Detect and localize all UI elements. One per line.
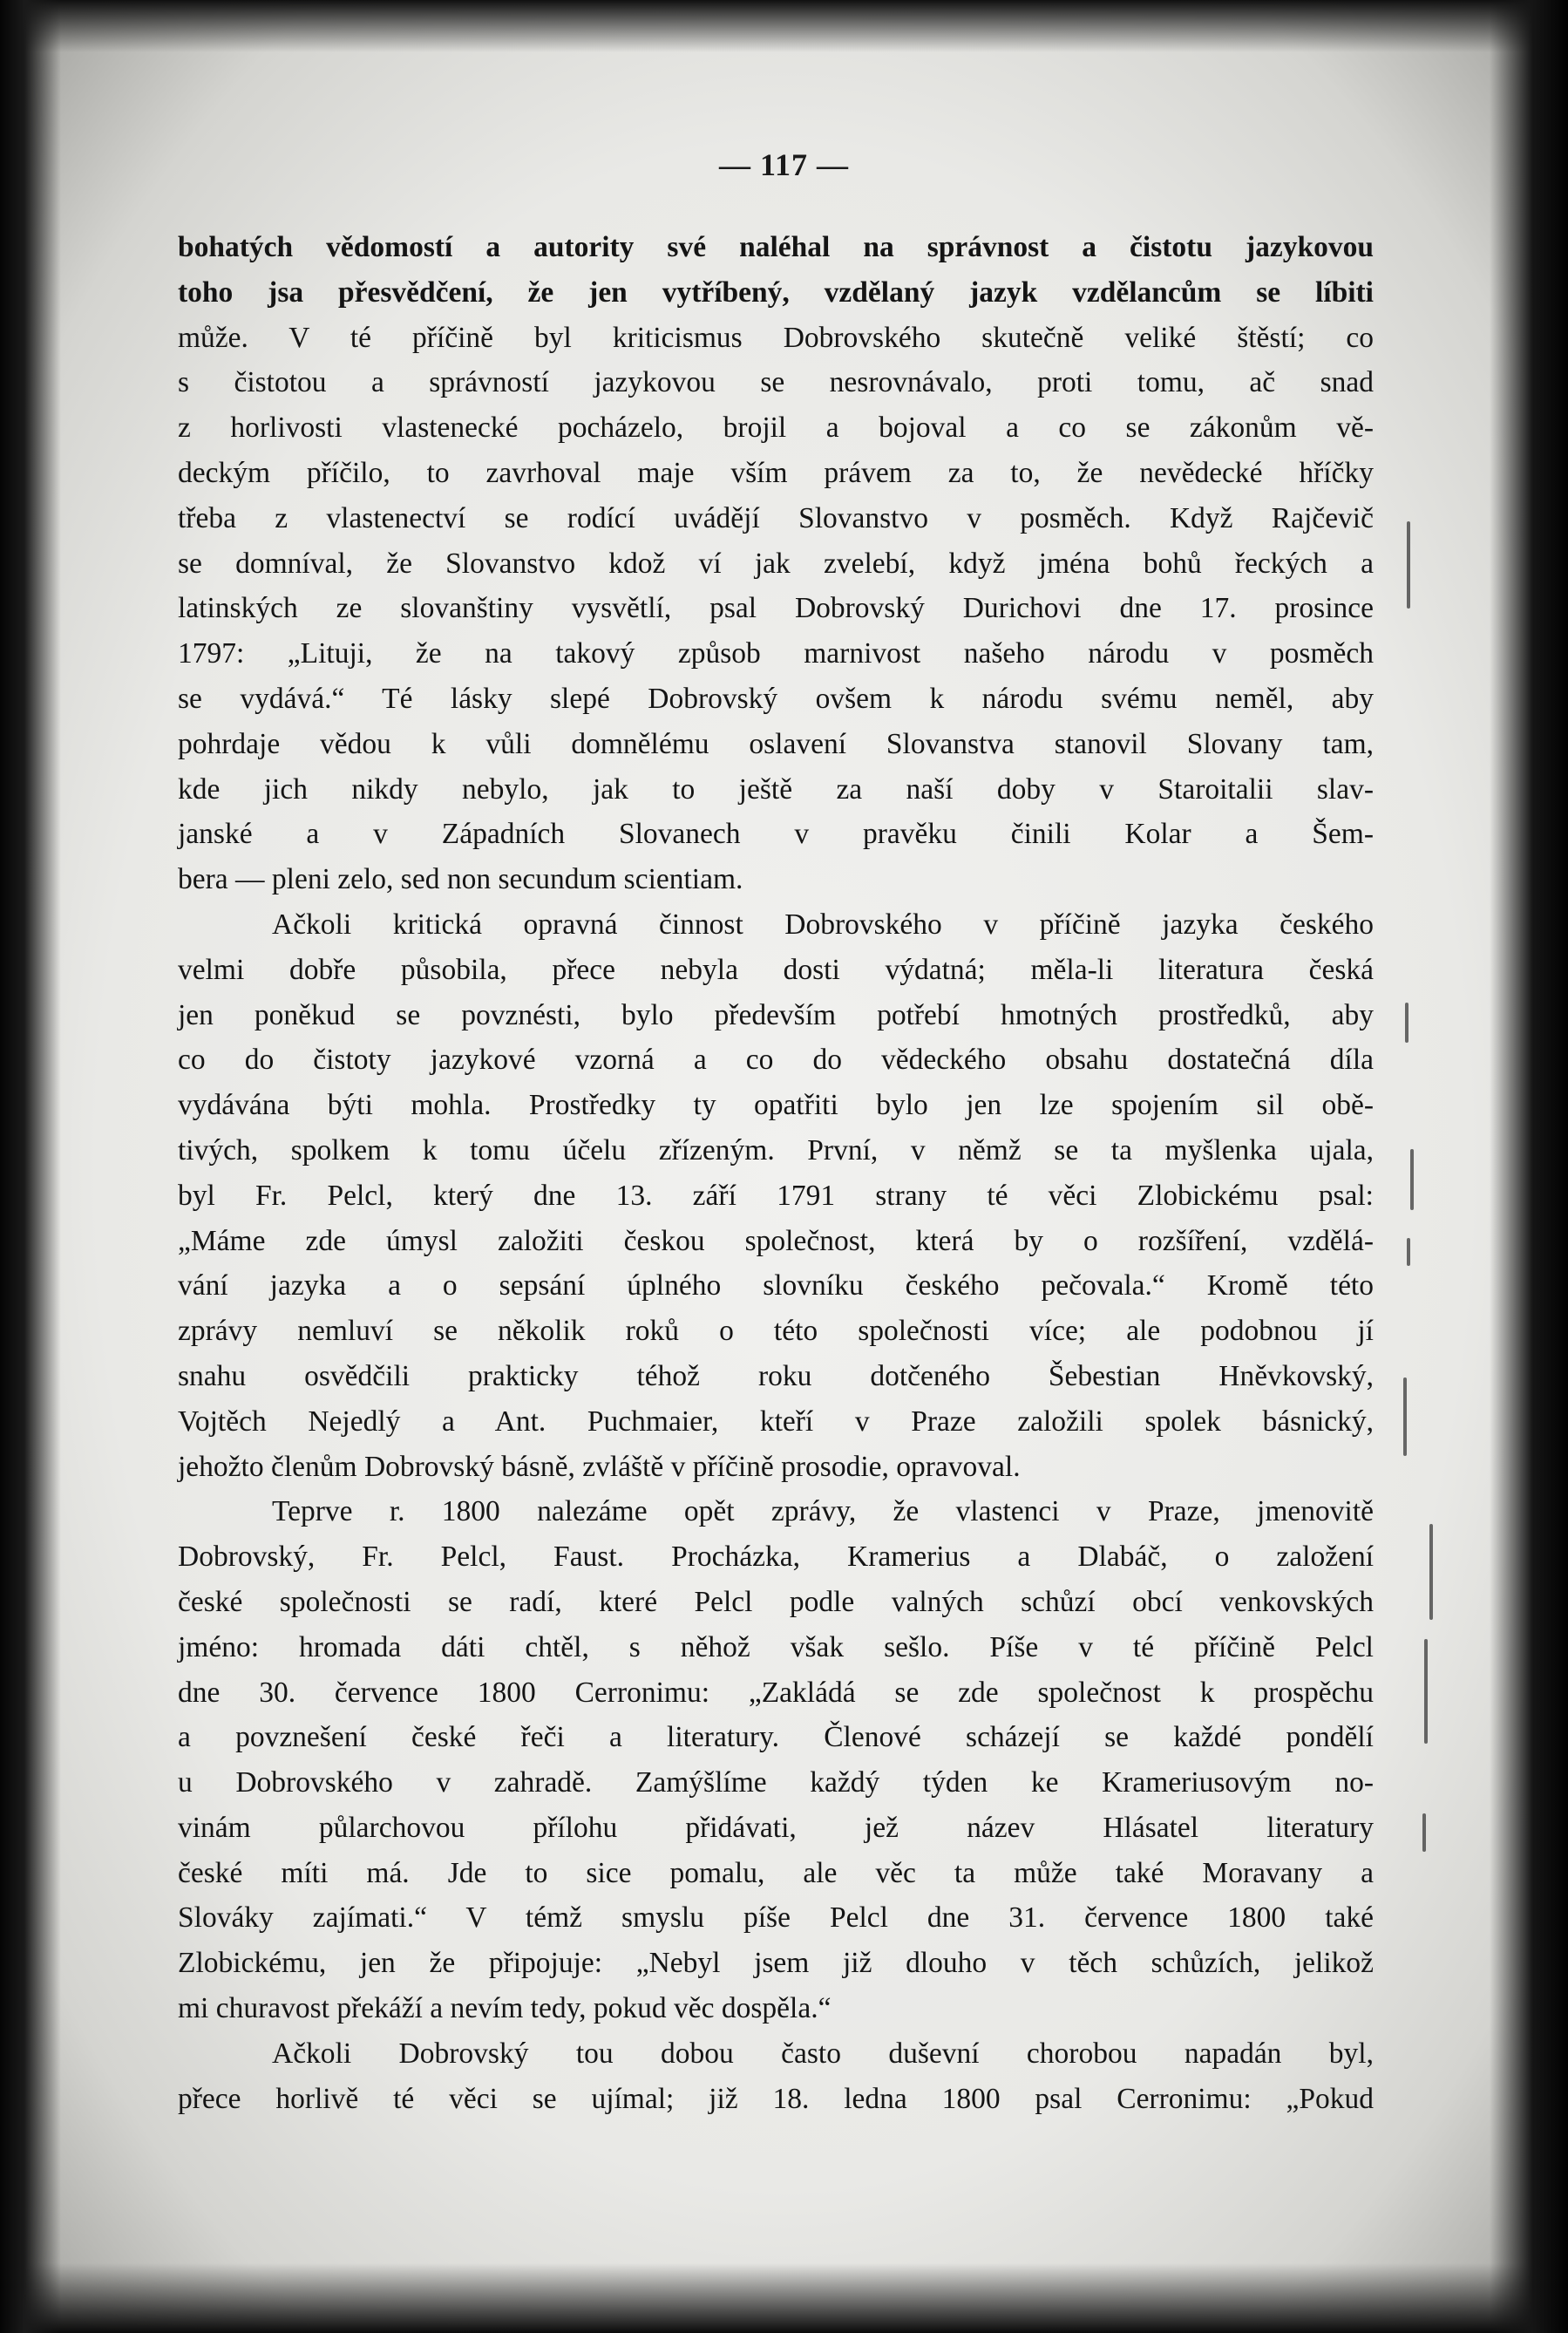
text-line: pohrdaje vědou k vůli domnělému oslavení Slovanstva stanovil Slovany tam,	[178, 727, 1374, 760]
text-line: Slováky zajímati.“ V témž smyslu píše Pelcl dne 31. července 1800 také	[178, 1901, 1374, 1935]
text-line: jehožto členům Dobrovský básně, zvláště v příčině prosodie, opravoval.	[178, 1450, 1021, 1483]
page-number: — 117 —	[718, 147, 849, 182]
scan-shadow-right	[1490, 0, 1568, 2333]
text-line: velmi dobře působila, přece nebyla dosti výdatná; měla-li literatura česká	[178, 953, 1374, 986]
scan-shadow-bottom	[0, 2263, 1568, 2333]
text-line: tivých, spolkem k tomu účelu zřízeným. První, v němž se ta myšlenka ujala,	[178, 1133, 1374, 1166]
paragraph-4	[178, 2031, 1374, 2122]
text-line: deckým příčilo, to zavrhoval maje vším právem za to, že nevědecké hříčky	[178, 456, 1374, 489]
margin-mark	[1422, 1813, 1426, 1852]
body-text	[178, 225, 1374, 2121]
text-line: co do čistoty jazykové vzorná a co do vědeckého obsahu dostatečná díla	[178, 1044, 1374, 1077]
text-line: zprávy nemluví se několik roků o této společnosti více; ale podobnou jí	[178, 1315, 1374, 1348]
text-line: Dobrovský, Fr. Pelcl, Faust. Procházka, Kramerius a Dlabáč, o založení	[178, 1541, 1374, 1574]
text-line: jméno: hromada dáti chtěl, s něhož však sešlo. Píše v té příčině Pelcl	[178, 1630, 1374, 1663]
text-line: z horlivosti vlastenecké pocházelo, brojil a bojoval a co se zákonům vě-	[178, 412, 1374, 445]
text-line: mi churavost překáží a nevím tedy, pokud věc dospěla.“	[178, 1992, 832, 2025]
margin-mark	[1405, 1003, 1408, 1043]
paragraph-3	[178, 1489, 1374, 2031]
text-line: 1797: „Lituji, že na takový způsob marnivost našeho národu v posměch	[178, 637, 1374, 670]
text-line: Zlobickému, jen že připojuje: „Nebyl jsem již dlouho v těch schůzích, jelikož	[178, 1947, 1374, 1980]
text-line: dne 30. července 1800 Cerronimu: „Zakládá se zde společnost k prospěchu	[178, 1676, 1374, 1709]
text-line: bera — pleni zelo, sed non secundum scientiam.	[178, 863, 743, 896]
text-line: vání jazyka a o sepsání úplného slovníku českého pečovala.“ Kromě této	[178, 1269, 1374, 1303]
text-line: Ačkoli kritická opravná činnost Dobrovského v příčině jazyka českého	[272, 908, 1374, 941]
text-line: janské a v Západních Slovanech v pravěku činili Kolar a Šem-	[178, 818, 1374, 851]
text-line: může. V té příčině byl kriticismus Dobrovského skutečně veliké štěstí; co	[178, 321, 1374, 354]
text-line: snahu osvědčili prakticky téhož roku dotčeného Šebestian Hněvkovský,	[178, 1359, 1374, 1392]
text-line: byl Fr. Pelcl, který dne 13. září 1791 strany té věci Zlobickému psal:	[178, 1179, 1374, 1212]
scan-shadow-left	[0, 0, 61, 2333]
paragraph-2	[178, 902, 1374, 1489]
paragraph-1	[178, 225, 1374, 902]
text-line: bohatých vědomostí a autority své naléhal na správnost a čistotu jazykovou	[178, 231, 1374, 263]
text-line: třeba z vlastenectví se rodící uvádějí Slovanstvo v posměch. Když Rajčevič	[178, 501, 1374, 534]
margin-mark	[1429, 1524, 1433, 1620]
text-line: Teprve r. 1800 nalezáme opět zprávy, že vlastenci v Praze, jmenovitě	[272, 1495, 1374, 1528]
text-line: se domníval, že Slovanstvo kdož ví jak zvelebí, když jména bohů řeckých a	[178, 547, 1374, 580]
margin-mark	[1410, 1149, 1414, 1210]
text-line: Vojtěch Nejedlý a Ant. Puchmaier, kteří v Praze založili spolek básnický,	[178, 1405, 1374, 1438]
text-line: české společnosti se radí, které Pelcl podle valných schůzí obcí venkovských	[178, 1585, 1374, 1618]
text-line: přece horlivě té věci se ujímal; již 18. ledna 1800 psal Cerronimu: „Pokud	[178, 2082, 1374, 2115]
text-line: české míti má. Jde to sice pomalu, ale věc ta může také Moravany a	[178, 1856, 1374, 1889]
text-line: latinských ze slovanštiny vysvětlí, psal Dobrovský Durichovi dne 17. prosince	[178, 592, 1374, 625]
text-line: vydávána býti mohla. Prostředky ty opatřiti bylo jen lze spojením sil obě-	[178, 1089, 1374, 1122]
margin-mark	[1403, 1377, 1407, 1456]
scan-shadow-top	[0, 0, 1568, 52]
text-line: vinám půlarchovou přílohu přidávati, jež název Hlásatel literatury	[178, 1811, 1374, 1844]
text-line: se vydává.“ Té lásky slepé Dobrovský ovšem k národu svému neměl, aby	[178, 682, 1374, 715]
text-line: a povznešení české řeči a literatury. Členové scházejí se každé pondělí	[178, 1721, 1374, 1754]
margin-mark	[1407, 1238, 1410, 1266]
text-line: Ačkoli Dobrovský tou dobou často duševní chorobou napadán byl,	[272, 2037, 1374, 2070]
text-line: u Dobrovského v zahradě. Zamýšlíme každý týden ke Krameriusovým no-	[178, 1766, 1374, 1799]
text-line: s čistotou a správností jazykovou se nesrovnávalo, proti tomu, ač snad	[178, 366, 1374, 399]
text-line: toho jsa přesvědčení, že jen vytříbený, vzdělaný jazyk vzdělancům se líbiti	[178, 275, 1374, 309]
text-line: kde jich nikdy nebylo, jak to ještě za naší doby v Staroitalii slav-	[178, 772, 1374, 806]
margin-mark	[1424, 1639, 1428, 1744]
margin-mark	[1407, 521, 1410, 609]
text-line: „Máme zde úmysl založiti českou společnost, která by o rozšíření, vzdělá-	[178, 1224, 1374, 1257]
text-line: jen poněkud se povznésti, bylo především potřebí hmotných prostředků, aby	[178, 998, 1374, 1031]
